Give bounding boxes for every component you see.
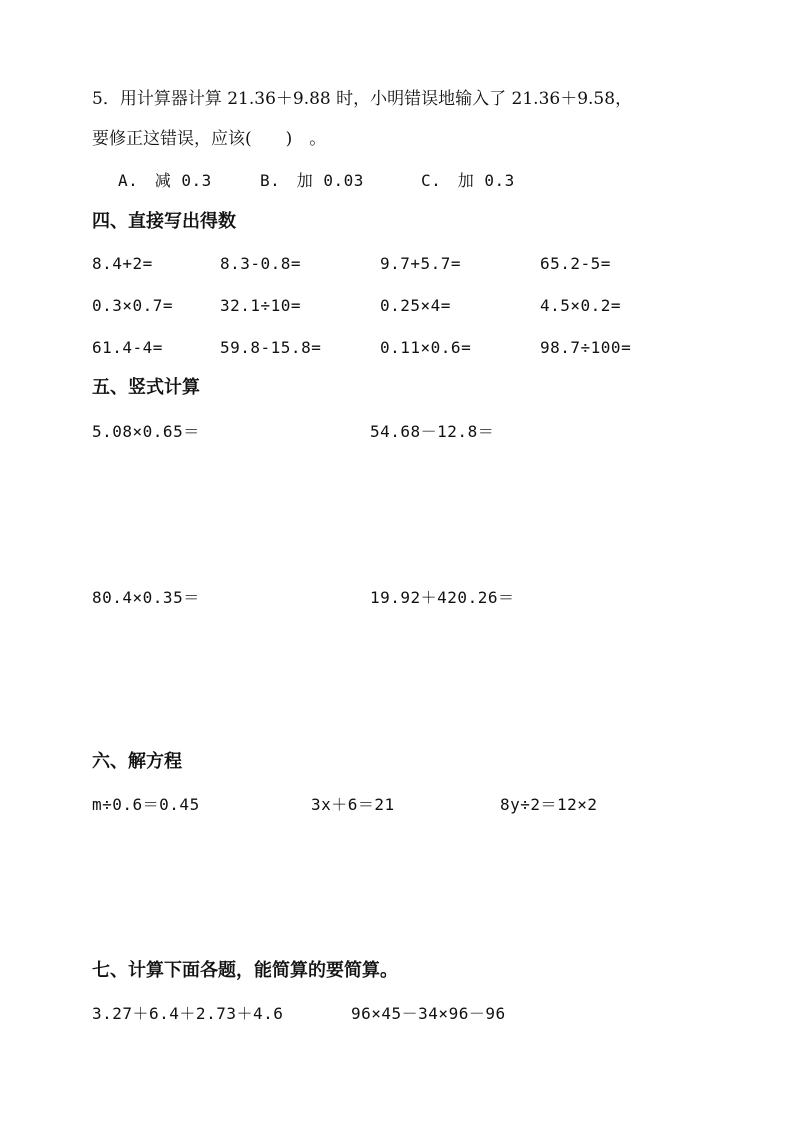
vertical-calc-problem: 80.4×0.35＝ (92, 588, 200, 607)
question-5-line-1: 5．用计算器计算 21.36＋9.88 时，小明错误地输入了 21.36＋9.58， (92, 89, 633, 109)
equation-item: m÷0.6＝0.45 (92, 795, 200, 814)
mental-calc-item: 59.8-15.8= (220, 338, 322, 357)
question-5-option-b: B. 加 0.03 (260, 171, 364, 190)
question-5-option-c: C. 加 0.3 (421, 171, 515, 190)
mental-calc-item: 98.7÷100= (540, 338, 632, 357)
equation-item: 8y÷2＝12×2 (500, 795, 598, 814)
mental-calc-item: 8.4+2= (92, 254, 153, 273)
mental-calc-item: 4.5×0.2= (540, 296, 622, 315)
section-7-title: 七、计算下面各题，能简算的要简算。 (92, 960, 398, 981)
section-5-title: 五、竖式计算 (92, 377, 200, 398)
simplify-problem: 96×45－34×96－96 (351, 1004, 506, 1023)
vertical-calc-problem: 54.68－12.8＝ (370, 422, 495, 441)
mental-calc-item: 61.4-4= (92, 338, 163, 357)
equation-item: 3x＋6＝21 (311, 795, 395, 814)
section-4-title: 四、直接写出得数 (92, 211, 236, 232)
question-5-line-2: 要修正这错误，应该( ) 。 (92, 129, 327, 149)
mental-calc-item: 32.1÷10= (220, 296, 302, 315)
question-5-option-a: A. 减 0.3 (118, 171, 212, 190)
simplify-problem: 3.27＋6.4＋2.73＋4.6 (92, 1004, 284, 1023)
mental-calc-item: 0.11×0.6= (380, 338, 472, 357)
mental-calc-item: 0.25×4= (380, 296, 451, 315)
mental-calc-item: 65.2-5= (540, 254, 611, 273)
section-6-title: 六、解方程 (92, 751, 182, 772)
mental-calc-item: 0.3×0.7= (92, 296, 174, 315)
vertical-calc-problem: 19.92＋420.26＝ (370, 588, 515, 607)
mental-calc-item: 9.7+5.7= (380, 254, 462, 273)
mental-calc-item: 8.3-0.8= (220, 254, 302, 273)
vertical-calc-problem: 5.08×0.65＝ (92, 422, 200, 441)
